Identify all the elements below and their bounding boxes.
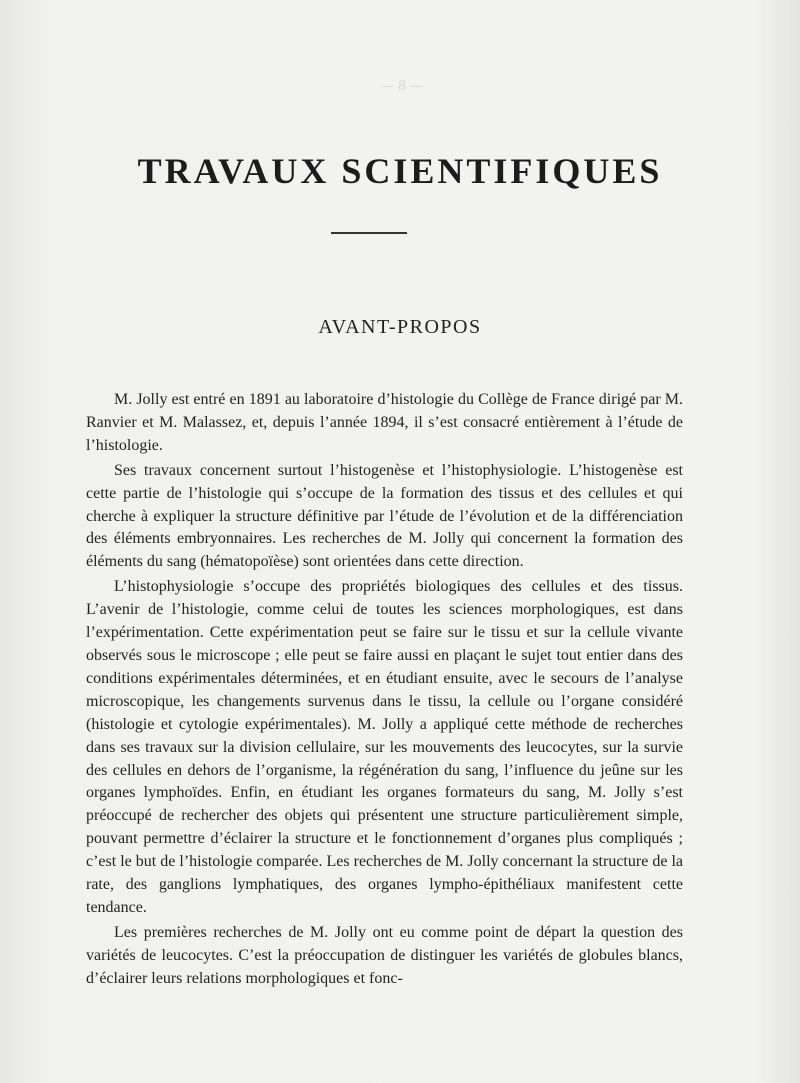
paragraph-1: M. Jolly est entré en 1891 au laboratoire d’histologie du Collège de France dirigé par M. Ranvier et M. Malassez, et, depuis l’année 1894, il s’est consacré entièrement à l’étude de l’histologie. (86, 391, 683, 454)
body-text (86, 389, 683, 993)
paragraph-2: Ses travaux concernent surtout l’histogenèse et l’histophysiologie. L’histogenèse est cette partie de l’histologie qui s’occupe de la formation des tissus et des cellules et qui cherche à expliquer la structure définitive par l’étude de l’évolution et de la différenciation des éléments embryonnaires. Les recherches de M. Jolly qui concernent la formation des éléments du sang (hématopoïèse) sont orientées dans cette direction. (86, 461, 683, 571)
title-divider (331, 232, 407, 234)
section-heading: AVANT-PROPOS (318, 316, 482, 338)
paragraph-4: Les premières recherches de M. Jolly ont eu comme point de départ la question des variétés de leucocytes. C’est la préoccupation de distinguer les variétés de globules blancs, d’éclairer leurs relations morphologiques et fonc- (86, 923, 683, 987)
page-title: TRAVAUX SCIENTIFIQUES (137, 151, 663, 191)
page-number: — 8 — (380, 79, 424, 94)
paragraph-3: L’histophysiologie s’occupe des propriétés biologiques des cellules et des tissus. L’avenir de l’histologie, comme celui de toutes les sciences morphologiques, est dans l’expérimentation. Cette expérimentation peut se faire sur le tissu et sur la cellule vivante observés sous le microscope ; elle peut se faire aussi en plaçant le sujet tout entier dans des conditions expérimentales déterminées, et en étudiant ensuite, avec le secours de l’analyse microscopique, les changements survenus dans le tissu, la cellule ou l’organe considéré (histologie et cytologie expérimentales). M. Jolly a appliqué cette méthode de recherches dans ses travaux sur la division cellulaire, sur les mouvements des leucocytes, sur la survie des cellules en dehors de l’organisme, la régénération du sang, l’influence du jeûne sur les organes lymphoïdes. Enfin, en étudiant les organes formateurs du sang, M. Jolly s’est préoccupé de rechercher des objets qui présentent une structure particulièrement simple, pouvant permettre d’éclairer la structure et le fonctionnement d’organes plus compliqués ; c’est le but de l’histologie comparée. Les recherches de M. Jolly concernant la structure de la rate, des ganglions lymphatiques, des organes lympho-épithéliaux manifestent cette tendance. (86, 578, 683, 916)
